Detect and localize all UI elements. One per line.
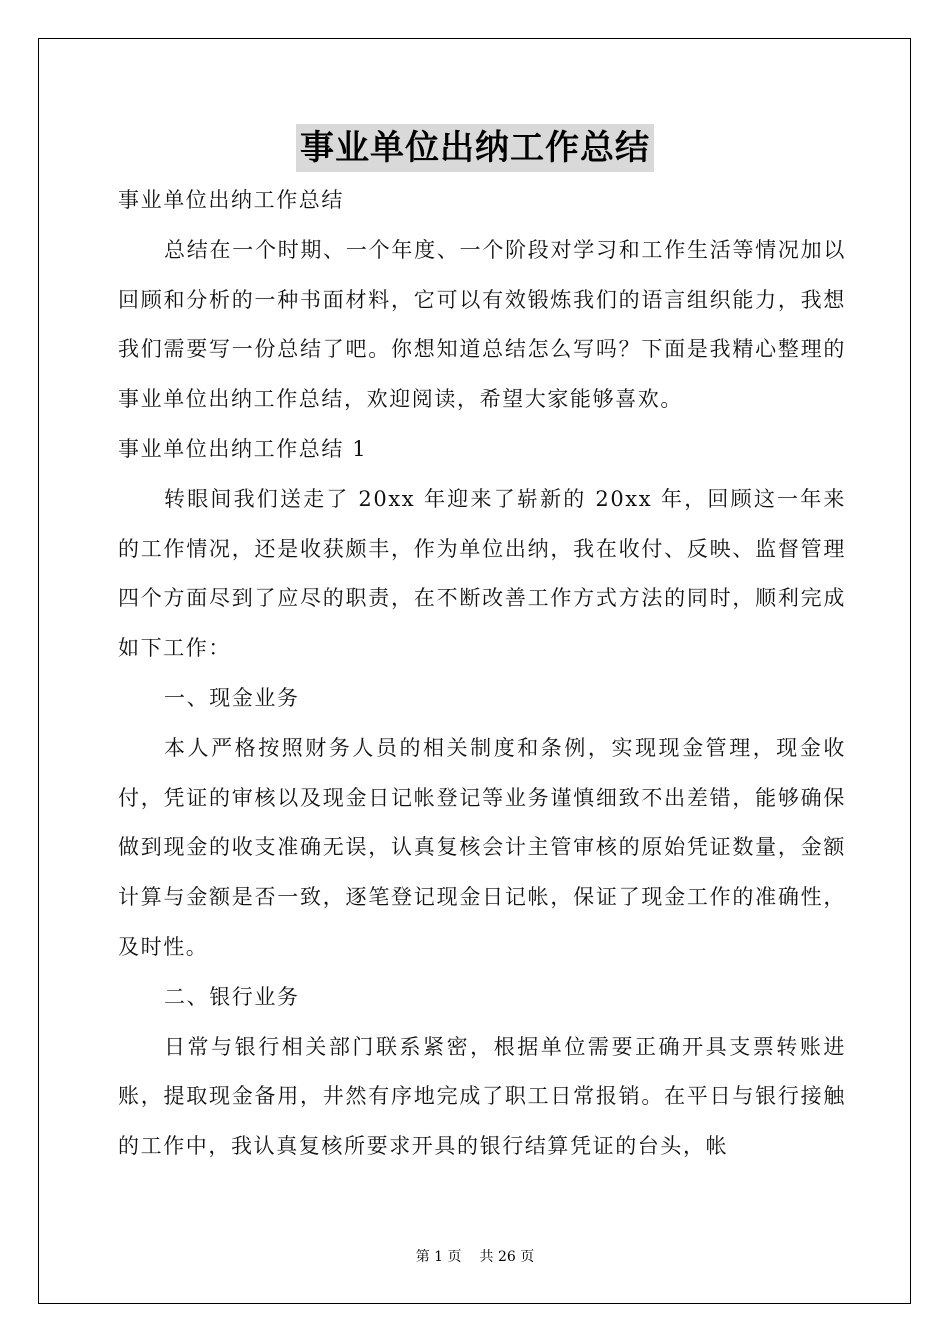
page-total: 共 26 页 <box>479 1249 535 1265</box>
section-heading: 事业单位出纳工作总结 1 <box>118 436 368 461</box>
document-body <box>118 176 846 1172</box>
subsection-heading-cash: 一、现金业务 <box>164 685 300 710</box>
body-paragraph: 转眼间我们送走了 20xx 年迎来了崭新的 20xx 年，回顾这一年来的工作情况，还是收获颇丰，作为单位出纳，我在收付、反映、监督管理四个方面尽到了应尽的职责，在不断改善工作方式方法的同时，顺利完成如下工作： <box>118 486 846 661</box>
document-title-text: 事业单位出纳工作总结 <box>296 124 654 172</box>
intro-paragraph: 总结在一个时期、一个年度、一个阶段对学习和工作生活等情况加以回顾和分析的一种书面材料，它可以有效锻炼我们的语言组织能力，我想我们需要写一份总结了吧。你想知道总结怎么写吗？下面是我精心整理的事业单位出纳工作总结，欢迎阅读，希望大家能够喜欢。 <box>118 237 846 412</box>
body-paragraph: 日常与银行相关部门联系紧密，根据单位需要正确开具支票转账进账，提取现金备用，井然有序地完成了职工日常报销。在平日与银行接触的工作中，我认真复核所要求开具的银行结算凭证的台头，帐 <box>118 1034 846 1159</box>
body-paragraph: 本人严格按照财务人员的相关制度和条例，实现现金管理，现金收付，凭证的审核以及现金日记帐登记等业务谨慎细致不出差错，能够确保做到现金的收支准确无误，认真复核会计主管审核的原始凭证数量，金额计算与金额是否一致，逐笔登记现金日记帐，保证了现金工作的准确性，及时性。 <box>118 735 846 959</box>
subsection-heading-bank: 二、银行业务 <box>164 984 300 1009</box>
page-number: 第 1 页 <box>415 1249 462 1265</box>
page-footer <box>0 1246 950 1266</box>
document-title <box>0 124 950 172</box>
subtitle-paragraph: 事业单位出纳工作总结 <box>118 188 344 212</box>
